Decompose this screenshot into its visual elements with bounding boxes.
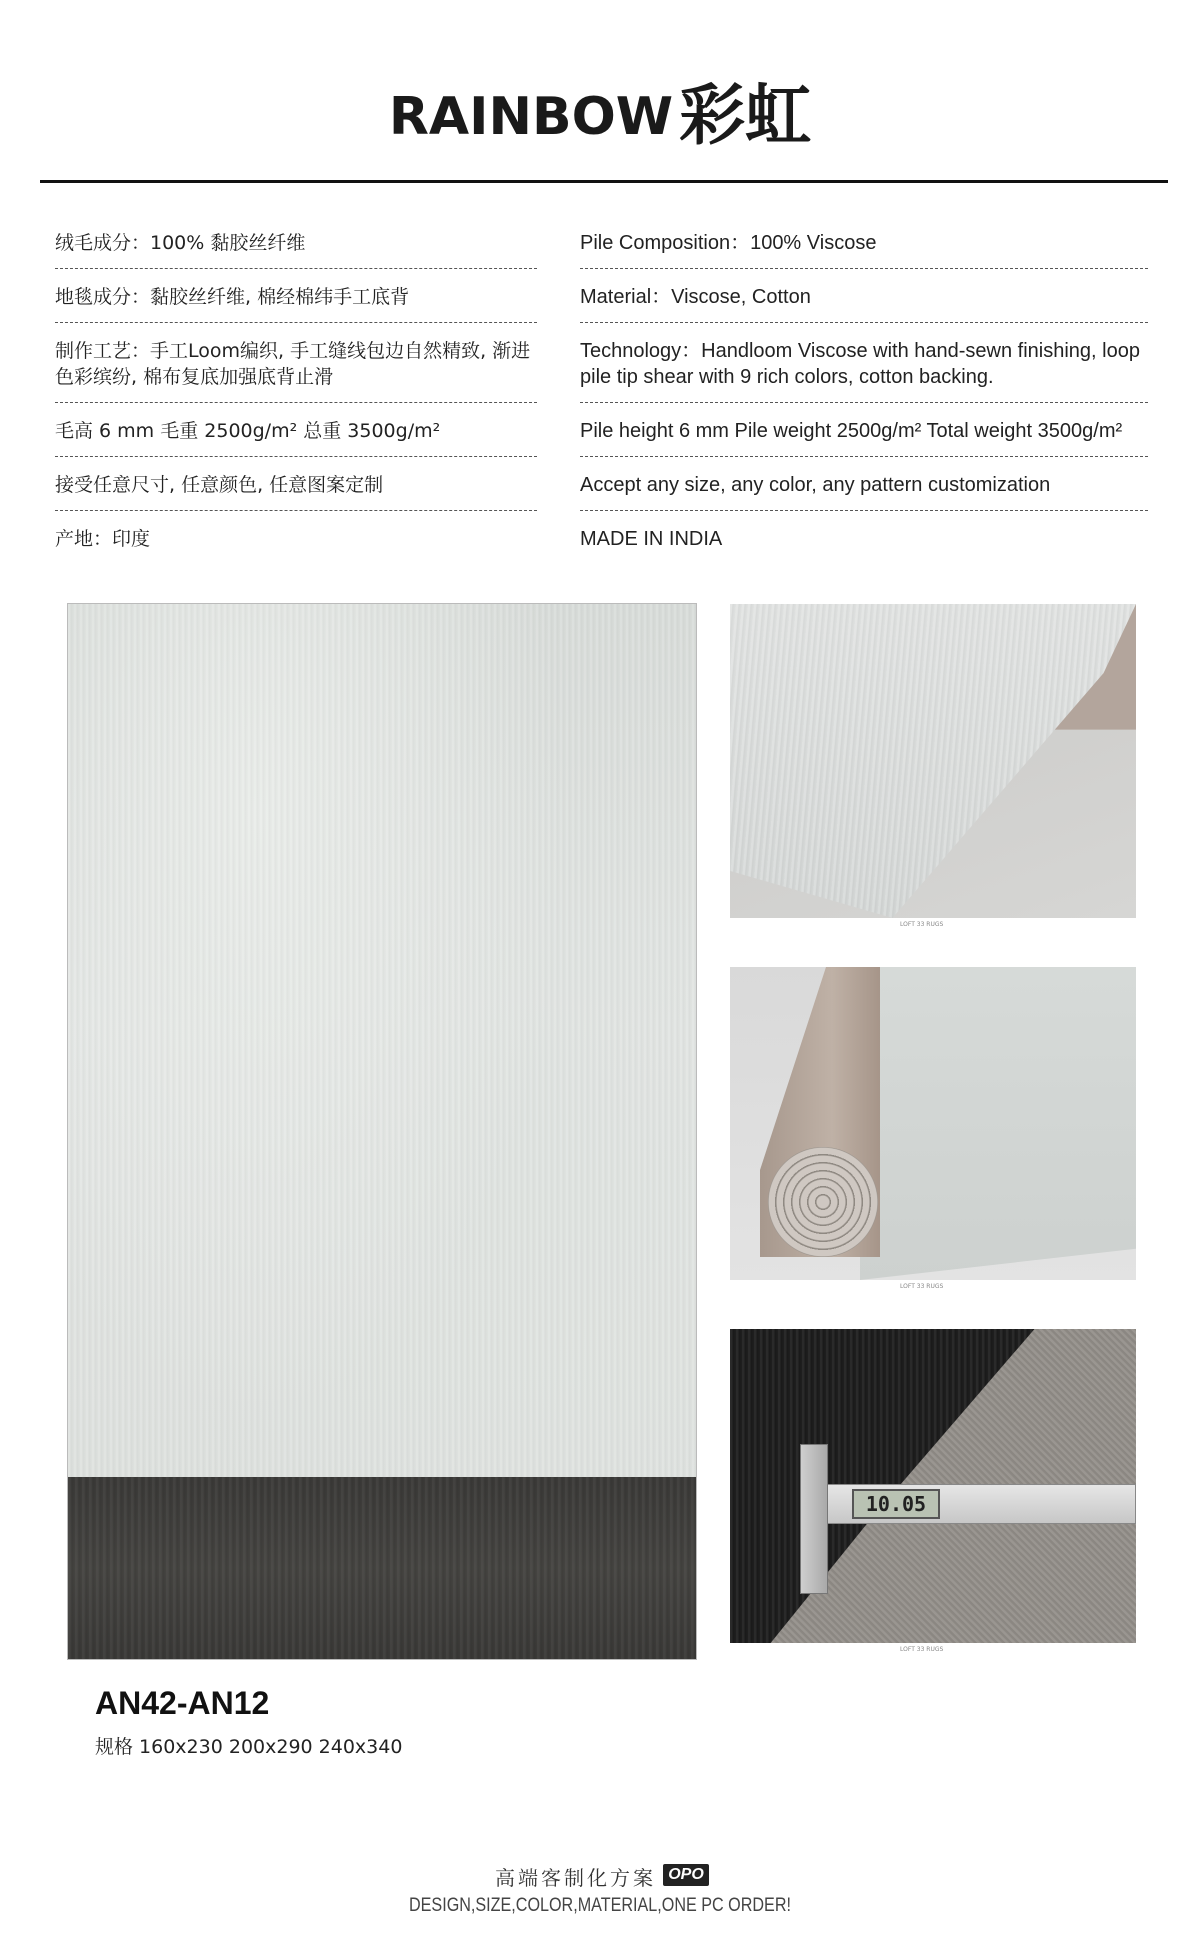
spec-technology-cn: 制作工艺：手工Loom编织, 手工缝线包边自然精致, 渐进色彩缤纷, 棉布复底加强底背止滑 <box>55 334 537 403</box>
product-model: AN42-AN12 <box>95 1685 270 1721</box>
photo-caption-1: LOFT 33 RUGS <box>900 921 944 928</box>
product-sizes: 规格 160x230 200x290 240x340 <box>95 1736 403 1758</box>
page-title <box>0 62 1200 157</box>
spec-pile-composition-en: Pile Composition：100% Viscose <box>580 226 1148 269</box>
specs-english <box>580 226 1148 575</box>
caliper-jaw <box>800 1444 828 1594</box>
spec-origin-cn: 产地：印度 <box>55 528 151 550</box>
photo-caption-2: LOFT 33 RUGS <box>900 1283 944 1290</box>
spec-customization-cn: 接受任意尺寸, 任意颜色, 任意图案定制 <box>55 468 537 511</box>
rug-fold-detail-photo <box>730 604 1136 918</box>
spec-weights-en: Pile height 6 mm Pile weight 2500g/m² Total weight 3500g/m² <box>580 414 1148 457</box>
spec-material-cn: 地毯成分：黏胶丝纤维, 棉经棉纬手工底背 <box>55 280 537 323</box>
spec-weights-cn: 毛高 6 mm 毛重 2500g/m² 总重 3500g/m² <box>55 414 537 457</box>
rug-flat <box>860 967 1136 1280</box>
rug-fold <box>730 604 1136 918</box>
caliper-icon <box>800 1484 1136 1524</box>
specs-chinese <box>55 226 537 575</box>
title-en: RAINBOW <box>388 87 674 147</box>
rug-roll-end <box>768 1147 878 1257</box>
footer-slogan-en: DESIGN,SIZE,COLOR,MATERIAL,ONE PC ORDER! <box>409 1895 791 1916</box>
pile-height-caliper-photo <box>730 1329 1136 1643</box>
spec-technology-en: Technology：Handloom Viscose with hand-sewn finishing, loop pile tip shear with 9 rich colors, cotton backing. <box>580 334 1148 403</box>
footer-slogan-cn: 高端客制化方案 <box>495 1866 656 1890</box>
spec-pile-composition-cn: 绒毛成分：100% 黏胶丝纤维 <box>55 226 537 269</box>
caliper-display: 10.05 <box>852 1489 940 1519</box>
spec-material-en: Material：Viscose, Cotton <box>580 280 1148 323</box>
rug-main-image <box>67 603 697 1660</box>
rug-dark-border <box>68 1477 696 1659</box>
photo-caption-3: LOFT 33 RUGS <box>900 1646 944 1653</box>
opo-logo: OPO <box>663 1864 709 1886</box>
spec-origin-en: MADE IN INDIA <box>580 528 723 550</box>
title-cn: 彩虹 <box>679 77 812 154</box>
title-divider <box>40 180 1168 183</box>
spec-customization-en: Accept any size, any color, any pattern customization <box>580 468 1148 511</box>
rug-roll-photo <box>730 967 1136 1280</box>
